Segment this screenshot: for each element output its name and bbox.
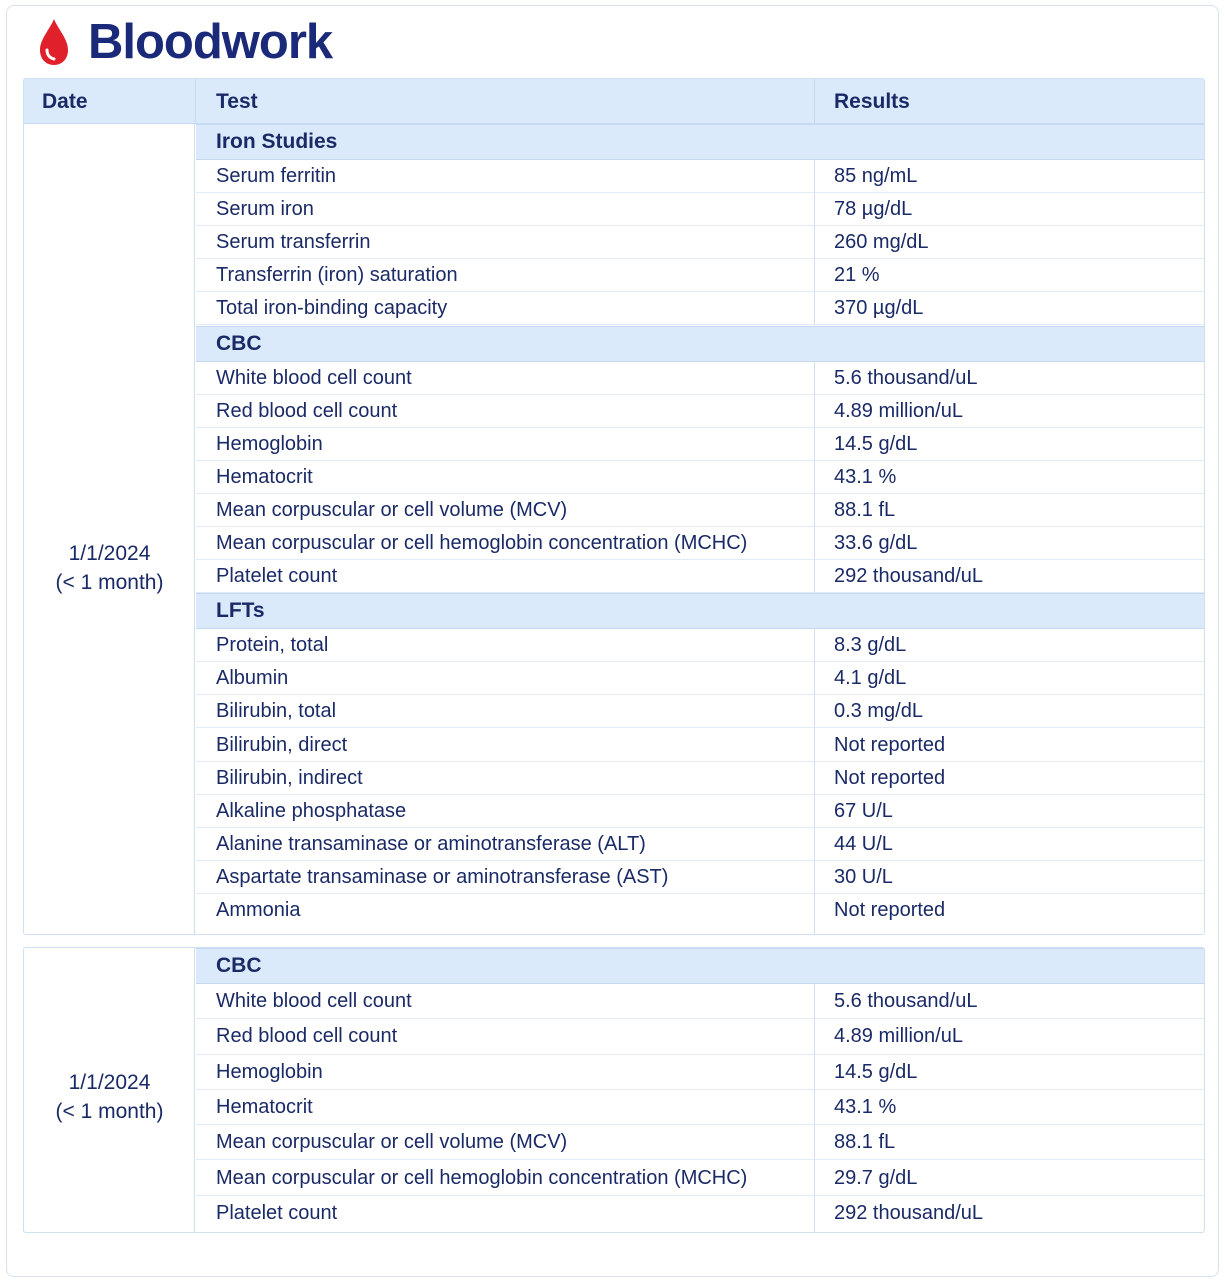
table-row bbox=[196, 984, 1204, 1019]
header-divider bbox=[195, 79, 196, 124]
table-row bbox=[196, 1196, 1204, 1231]
test-name: Bilirubin, direct bbox=[216, 733, 348, 756]
test-result: Not reported bbox=[834, 733, 946, 756]
test-name: Albumin bbox=[216, 667, 289, 690]
date-column bbox=[24, 124, 195, 934]
test-result: 43.1 % bbox=[834, 1095, 897, 1118]
test-result: 33.6 g/dL bbox=[834, 532, 918, 554]
table-row bbox=[196, 762, 1204, 795]
table-row bbox=[196, 560, 1204, 593]
test-result: 43.1 % bbox=[834, 465, 897, 488]
test-name: Alkaline phosphatase bbox=[216, 799, 407, 822]
test-result: 4.89 million/uL bbox=[834, 399, 963, 422]
test-name: Red blood cell count bbox=[216, 399, 398, 422]
test-result: 88.1 fL bbox=[834, 498, 896, 521]
test-result: 292 thousand/uL bbox=[834, 1201, 984, 1224]
table-row bbox=[196, 527, 1204, 560]
date-age: (< 1 month) bbox=[55, 1100, 164, 1123]
test-result: 67 U/L bbox=[834, 799, 893, 822]
test-name: Serum ferritin bbox=[216, 165, 337, 187]
table-row bbox=[196, 1161, 1204, 1196]
table-row bbox=[196, 695, 1204, 728]
test-name: Red blood cell count bbox=[216, 1025, 398, 1048]
table-row bbox=[196, 629, 1204, 662]
test-name: Hemoglobin bbox=[216, 1060, 323, 1083]
table-row bbox=[196, 362, 1204, 395]
test-result: 4.89 million/uL bbox=[834, 1025, 963, 1048]
date-value: 1/1/2024 bbox=[68, 1071, 151, 1094]
test-name: White blood cell count bbox=[216, 366, 412, 389]
section-header: CBC bbox=[196, 948, 1204, 984]
table-row bbox=[196, 428, 1204, 461]
column-header-test: Test bbox=[216, 90, 258, 113]
table-row bbox=[196, 1125, 1204, 1160]
table-row bbox=[196, 259, 1204, 292]
table-row bbox=[196, 226, 1204, 259]
page-title: Bloodwork bbox=[88, 15, 333, 69]
test-result: 4.1 g/dL bbox=[834, 667, 907, 690]
test-result: 0.3 mg/dL bbox=[834, 700, 923, 723]
test-result: 78 µg/dL bbox=[834, 198, 913, 221]
test-result: Not reported bbox=[834, 766, 946, 789]
test-result: 14.5 g/dL bbox=[834, 1060, 918, 1083]
test-result: 44 U/L bbox=[834, 832, 893, 855]
test-name: Bilirubin, total bbox=[216, 700, 337, 723]
table-row bbox=[196, 828, 1204, 861]
section-header: LFTs bbox=[196, 593, 1204, 629]
test-name: Mean corpuscular or cell volume (MCV) bbox=[216, 1131, 568, 1154]
test-result: 5.6 thousand/uL bbox=[834, 366, 978, 389]
test-result: 5.6 thousand/uL bbox=[834, 990, 978, 1012]
column-header-date: Date bbox=[42, 90, 88, 113]
table-row bbox=[196, 461, 1204, 494]
date-cell bbox=[24, 1068, 195, 1126]
test-name: Serum transferrin bbox=[216, 231, 371, 254]
blood-drop-icon bbox=[36, 17, 72, 67]
test-name: Bilirubin, indirect bbox=[216, 766, 363, 789]
table-row bbox=[196, 292, 1204, 325]
test-result: 30 U/L bbox=[834, 865, 893, 888]
table-row bbox=[196, 395, 1204, 428]
test-result: 88.1 fL bbox=[834, 1131, 896, 1154]
test-name: Hemoglobin bbox=[216, 432, 323, 455]
table-row bbox=[196, 662, 1204, 695]
test-name: Platelet count bbox=[216, 1201, 338, 1224]
test-name: Platelet count bbox=[216, 565, 338, 588]
table-row bbox=[196, 729, 1204, 762]
page-header bbox=[36, 14, 332, 70]
test-name: Transferrin (iron) saturation bbox=[216, 264, 458, 287]
section-header: CBC bbox=[196, 326, 1204, 362]
table-row bbox=[196, 494, 1204, 527]
test-name: Mean corpuscular or cell hemoglobin concentration (MCHC) bbox=[216, 532, 748, 554]
test-result: 8.3 g/dL bbox=[834, 634, 907, 657]
date-value: 1/1/2024 bbox=[68, 542, 151, 565]
results-block-1 bbox=[23, 78, 1205, 935]
header-divider bbox=[814, 79, 815, 124]
table-row bbox=[196, 1055, 1204, 1090]
table-row bbox=[196, 193, 1204, 226]
test-name: Ammonia bbox=[216, 899, 301, 921]
table-row bbox=[196, 894, 1204, 927]
test-name: Total iron-binding capacity bbox=[216, 297, 448, 320]
table-header bbox=[24, 79, 1204, 124]
test-name: White blood cell count bbox=[216, 990, 412, 1012]
test-name: Mean corpuscular or cell hemoglobin concentration (MCHC) bbox=[216, 1166, 748, 1189]
results-block-2 bbox=[23, 947, 1205, 1233]
test-result: 260 mg/dL bbox=[834, 231, 929, 254]
test-name: Hematocrit bbox=[216, 1095, 313, 1118]
test-result: 292 thousand/uL bbox=[834, 565, 984, 588]
test-result: 370 µg/dL bbox=[834, 297, 924, 320]
table-row bbox=[196, 861, 1204, 894]
test-name: Protein, total bbox=[216, 634, 329, 657]
table-row bbox=[196, 1090, 1204, 1125]
test-result: Not reported bbox=[834, 899, 946, 921]
date-age: (< 1 month) bbox=[55, 571, 164, 594]
test-name: Mean corpuscular or cell volume (MCV) bbox=[216, 498, 568, 521]
table-row bbox=[196, 795, 1204, 828]
test-name: Hematocrit bbox=[216, 465, 313, 488]
test-name: Serum iron bbox=[216, 198, 314, 221]
test-result: 29.7 g/dL bbox=[834, 1166, 918, 1189]
table-row bbox=[196, 160, 1204, 193]
test-result: 14.5 g/dL bbox=[834, 432, 918, 455]
test-result: 85 ng/mL bbox=[834, 165, 918, 187]
test-result: 21 % bbox=[834, 264, 880, 287]
column-header-results: Results bbox=[834, 90, 910, 113]
section-header: Iron Studies bbox=[196, 124, 1204, 160]
date-cell bbox=[24, 539, 195, 597]
test-name: Aspartate transaminase or aminotransferase (AST) bbox=[216, 865, 669, 888]
test-name: Alanine transaminase or aminotransferase (ALT) bbox=[216, 832, 646, 855]
table-row bbox=[196, 1019, 1204, 1054]
